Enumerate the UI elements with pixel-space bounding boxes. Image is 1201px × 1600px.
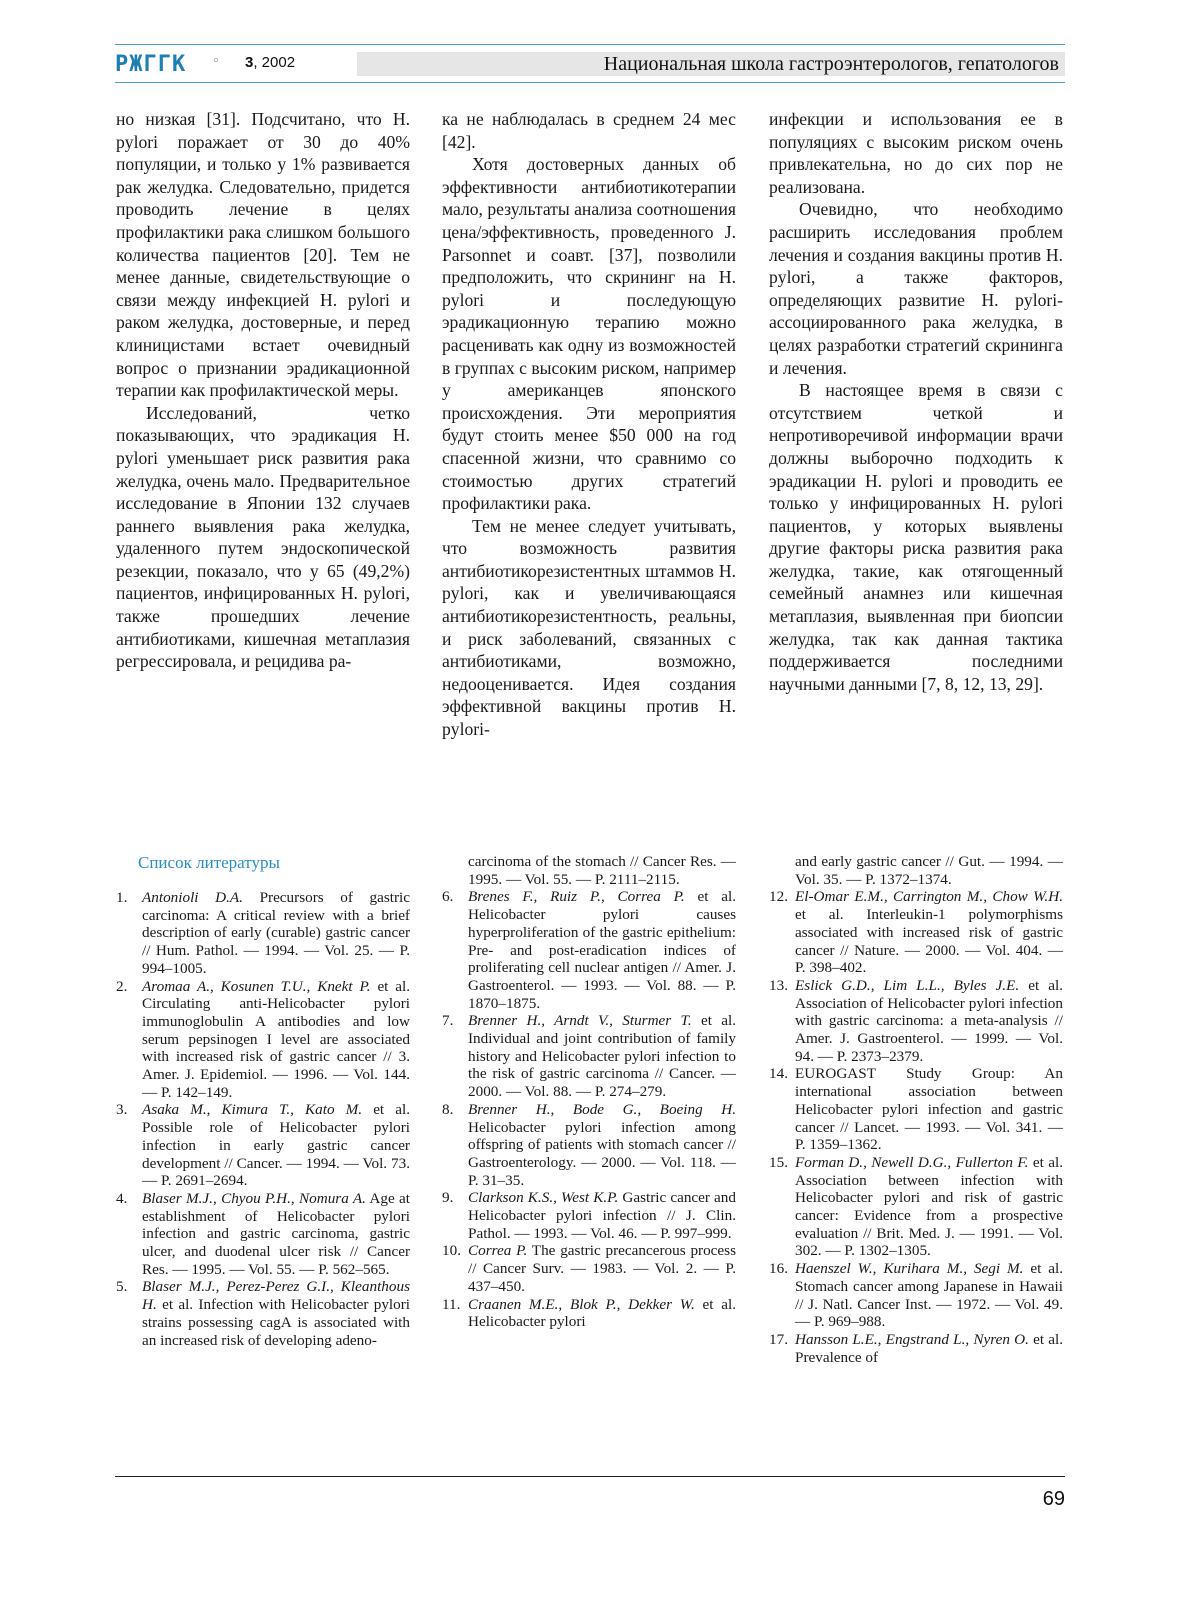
paragraph: Исследований, четко показывающих, что эрадикация H. pylori уменьшает риск развития рака желудка, очень мало. Предварительное исследование в Японии 132 случаев раннего выявления рака желудка, удаленного путем эндоскопической резекции, показало, что у 65 (49,2%) пациентов, инфицированных H. pylori, также прошедших лечение антибиотиками, кишечная метаплазия регрессировала, и рецидива ра- bbox=[116, 402, 410, 672]
reference-text: et al. Interleukin-1 polymorphisms associated with increased risk of gastric cancer // Nature. — 2000. — Vol. 404. — P. 398–402. bbox=[795, 906, 1063, 977]
reference-text: et al. Stomach cancer among Japanese in Hawaii // J. Natl. Cancer Inst. — 1972. — Vol. 49. — P. 969–988. bbox=[795, 1260, 1064, 1331]
reference-authors: Eslick G.D., Lim L.L., Byles J.E. bbox=[795, 976, 1020, 994]
bullet-icon: ◦ bbox=[212, 54, 220, 69]
reference-item: 4. Blaser M.J., Chyou P.H., Nomura A. Age at establishment of Helicobacter pylori infection and gastric carcinoma, gastric ulcer, and duodenal ulcer risk // Cancer Res. — 1995. — Vol. 55. — P. 562–565. bbox=[116, 1189, 410, 1278]
reference-text: et al. Possible role of Helicobacter pylori infection in early gastric cancer development // Cancer. — 1994. — Vol. 73. — P. 2691–2694. bbox=[142, 1101, 410, 1190]
references-column-2 bbox=[442, 853, 736, 1331]
reference-authors: Forman D., Newell D.G., Fullerton F. bbox=[795, 1153, 1029, 1171]
reference-text: The gastric precancerous process // Cancer Surv. — 1983. — Vol. 2. — P. 437–450. bbox=[468, 1242, 736, 1295]
reference-authors: Haenszel W., Kurihara M., Segi M. bbox=[795, 1260, 1024, 1278]
reference-item: 9. Clarkson K.S., West K.P. Gastric cancer and Helicobacter pylori infection // J. Clin. Pathol. — 1993. — Vol. 46. — P. 997–999. bbox=[442, 1189, 736, 1242]
references-column-1 bbox=[116, 889, 410, 1349]
paragraph: но низкая [31]. Подсчитано, что H. pylori поражает от 30 до 40% популяции, и только у 1% развивается рак желудка. Следовательно, придется проводить лечение в целях профилактики рака слишком большого количества пациентов [20]. Тем не менее данные, свидетельствующие о связи между инфекцией H. pylori и раком желудка, достоверные, и перед клиницистами встает очевидный вопрос о признании эрадикационной терапии как профилактической меры. bbox=[116, 109, 410, 401]
body-column-1 bbox=[116, 108, 410, 673]
reference-text: EUROGAST Study Group: An international association between Helicobacter pylori infection and gastric cancer // Lancet. — 1993. — Vol. 341. — P. 1359–1362. bbox=[795, 1065, 1063, 1154]
reference-text: Gastric cancer and Helicobacter pylori infection // J. Clin. Pathol. — 1993. — Vol. 46. — P. 997–999. bbox=[468, 1189, 736, 1242]
running-header bbox=[115, 44, 1065, 84]
body-column-2 bbox=[442, 108, 736, 741]
reference-item: 16. Haenszel W., Kurihara M., Segi M. et al. Stomach cancer among Japanese in Hawaii // J. Natl. Cancer Inst. — 1972. — Vol. 49. — P. 969–988. bbox=[769, 1260, 1064, 1331]
reference-authors: Brenner H., Bode G., Boeing H. bbox=[468, 1100, 736, 1118]
paragraph: В настоящее время в связи с отсутствием четкой и непротиворечивой информации врачи должны выборочно подходить к эрадикации H. pylori и проводить ее только у инфицированных H. pylori пациентов, у которых выявлены другие факторы риска развития рака желудка, такие, как отягощенный семейный анамнез или кишечная метаплазия, выявленная при биопсии желудка, так как данная тактика поддерживается последними научными данными [7, 8, 12, 13, 29]. bbox=[769, 380, 1063, 694]
reference-authors: Asaka M., Kimura T., Kato M. bbox=[142, 1101, 363, 1119]
reference-authors: Clarkson K.S., West K.P. bbox=[468, 1189, 619, 1207]
issue-year: , 2002 bbox=[253, 54, 296, 71]
paragraph: Тем не менее следует учитывать, что возможность развития антибиотикорезистентных штаммов H. pylori, как и увеличивающаяся антибиотикорезистентность, реальны, и риск заболеваний, связанных с антибиотиками, возможно, недооценивается. Идея создания эффективной вакцины против H. pylori- bbox=[442, 515, 736, 740]
reference-text: et al. Helicobacter pylori bbox=[468, 1295, 736, 1331]
reference-authors: Brenner H., Arndt V., Sturmer T. bbox=[468, 1012, 692, 1030]
reference-authors: Antonioli D.A. bbox=[142, 889, 243, 906]
reference-item: 7. Brenner H., Arndt V., Sturmer T. et al. Individual and joint contribution of family history and Helicobacter pylori infection to the risk of gastric carcinoma // Cancer. — 2000. — Vol. 88. — P. 274–279. bbox=[442, 1012, 736, 1101]
footer-rule bbox=[115, 1476, 1065, 1477]
reference-item: 12. El-Omar E.M., Carrington M., Chow W.H. et al. Interleukin-1 polymorphisms associated with increased risk of gastric cancer // Nature. — 2000. — Vol. 404. — P. 398–402. bbox=[769, 888, 1063, 977]
body-column-3 bbox=[769, 108, 1063, 695]
page-number: 69 bbox=[1042, 1488, 1065, 1510]
reference-continuation bbox=[442, 853, 736, 888]
reference-item: 8. Brenner H., Bode G., Boeing H. Helicobacter pylori infection among offspring of patients with stomach cancer // Gastroenterology. — 2000. — Vol. 118. — P. 31–35. bbox=[442, 1100, 736, 1189]
reference-authors: Blaser M.J., Perez-Perez G.I., Kleanthous H. bbox=[142, 1278, 410, 1314]
reference-authors: Craanen M.E., Blok P., Dekker W. bbox=[468, 1295, 695, 1313]
section-title: Национальная школа гастроэнтерологов, гепатологов bbox=[603, 53, 1059, 75]
reference-text: Precursors of gastric carcinoma: A critical review with a brief description of early (curable) gastric cancer // Hum. Pathol. — 1994. — Vol. 25. — P. 994–1005. bbox=[142, 889, 410, 977]
reference-authors: Brenes F., Ruiz P., Correa P. bbox=[468, 888, 685, 906]
reference-text: Helicobacter pylori infection among offspring of patients with stomach cancer // Gastroenterology. — 2000. — Vol. 118. — P. 31–35. bbox=[468, 1118, 736, 1189]
issue-info bbox=[245, 54, 295, 71]
header-top-rule bbox=[115, 44, 1065, 45]
reference-item: 1. Antonioli D.A. Precursors of gastric carcinoma: A critical review with a brief description of early (curable) gastric cancer // Hum. Pathol. — 1994. — Vol. 25. — P. 994–1005. bbox=[116, 889, 410, 977]
reference-item: 3. Asaka M., Kimura T., Kato M. et al. Possible role of Helicobacter pylori infection in early gastric cancer development // Cancer. — 1994. — Vol. 73. — P. 2691–2694. bbox=[116, 1101, 410, 1190]
reference-authors: Correa P. bbox=[468, 1242, 528, 1260]
reference-authors: Hansson L.E., Engstrand L., Nyren O. bbox=[795, 1330, 1029, 1348]
reference-item: 5. Blaser M.J., Perez-Perez G.I., Kleanthous H. et al. Infection with Helicobacter pylori strains possessing cagA is associated with an increased risk of developing adeno- bbox=[116, 1278, 410, 1349]
reference-text: et al. Individual and joint contribution of family history and Helicobacter pylori infection to the risk of gastric carcinoma // Cancer. — 2000. — Vol. 88. — P. 274–279. bbox=[468, 1012, 736, 1101]
header-bottom-rule bbox=[115, 82, 1065, 83]
reference-item: 14. EUROGAST Study Group: An international association between Helicobacter pylori infection and gastric cancer // Lancet. — 1993. — Vol. 341. — P. 1359–1362. bbox=[769, 1065, 1063, 1154]
reference-continuation bbox=[769, 853, 1063, 888]
reference-text: et al. Circulating anti-Helicobacter pylori immunoglobulin A antibodies and low serum pepsinogen I level are associated with increased risk of gastric cancer // 3. Amer. J. Epidemiol. — 1996. — Vol. 144. — P. 142–149. bbox=[142, 977, 411, 1101]
paragraph: Очевидно, что необходимо расширить исследования проблем лечения и создания вакцины против H. pylori, а также факторов, определяющих развитие H. pylori-ассоциированного рака желудка, в целях разработки стратегий скрининга и лечения. bbox=[769, 199, 1063, 378]
issue-number: 3 bbox=[245, 54, 254, 71]
reference-authors: El-Omar E.M., Carrington M., Chow W.H. bbox=[795, 888, 1063, 906]
reference-authors: Blaser M.J., Chyou P.H., Nomura A. bbox=[142, 1189, 366, 1207]
reference-text: et al. Prevalence of bbox=[795, 1330, 1064, 1366]
reference-item: 17. Hansson L.E., Engstrand L., Nyren O. et al. Prevalence of bbox=[769, 1330, 1064, 1366]
references-heading: Список литературы bbox=[138, 853, 280, 872]
reference-text: et al. Infection with Helicobacter pylori strains possessing cagA is associated with an increased risk of developing adeno- bbox=[142, 1296, 410, 1349]
paragraph: инфекции и использования ее в популяциях с высоким риском очень привлекательна, но до сих пор не реализована. bbox=[769, 109, 1063, 197]
reference-item: 6. Brenes F., Ruiz P., Correa P. et al. Helicobacter pylori causes hyperproliferation of the gastric epithelium: Pre- and post-eradication indices of proliferating cell nuclear antigen // Amer. J. Gastroenterol. — 1993. — Vol. 88. — P. 1870–1875. bbox=[442, 888, 736, 1012]
paragraph: Хотя достоверных данных об эффективности антибиотикотерапии мало, результаты анализа соотношения цена/эффективность, проведенного J. Parsonnet и соавт. [37], позволили предположить, что скрининг на H. pylori и последующую эрадикационную терапию можно расценивать как одну из возможностей в группах с высоким риском, например у американцев японского происхождения. Эти мероприятия будут стоить менее $50 000 на год спасенной жизни, что сравнимо со стоимостью других стратегий профилактики рака. bbox=[442, 154, 736, 514]
section-title-band bbox=[357, 52, 1065, 76]
reference-text: et al. Association of Helicobacter pylori infection with gastric carcinoma: a meta-analysis // Amer. J. Gastroenterol. — 1999. — Vol. 94. — P. 2373–2379. bbox=[795, 976, 1063, 1065]
reference-item: 10. Correa P. The gastric precancerous process // Cancer Surv. — 1983. — Vol. 2. — P. 437–450. bbox=[442, 1242, 736, 1295]
reference-text: Age at establishment of Helicobacter pylori infection and gastric carcinoma, gastric ulcer, and duodenal ulcer risk // Cancer Res. — 1995. — Vol. 55. — P. 562–565. bbox=[142, 1189, 410, 1278]
journal-logo: РЖГГК bbox=[115, 52, 187, 77]
reference-item: 13. Eslick G.D., Lim L.L., Byles J.E. et al. Association of Helicobacter pylori infection with gastric carcinoma: a meta-analysis // Amer. J. Gastroenterol. — 1999. — Vol. 94. — P. 2373–2379. bbox=[769, 976, 1063, 1065]
reference-text: and early gastric cancer // Gut. — 1994. — Vol. 35. — P. 1372–1374. bbox=[795, 853, 1063, 888]
reference-text: et al. Association between infection with Helicobacter pylori and risk of gastric cancer: Evidence from a prospective evaluation // Brit. Med. J. — 1991. — Vol. 302. — P. 1302–1305. bbox=[795, 1153, 1063, 1260]
reference-item: 15. Forman D., Newell D.G., Fullerton F. et al. Association between infection with Helicobacter pylori and risk of gastric cancer: Evidence from a prospective evaluation // Brit. Med. J. — 1991. — Vol. 302. — P. 1302–1305. bbox=[769, 1153, 1063, 1260]
reference-item: 2. Aromaa A., Kosunen T.U., Knekt P. et al. Circulating anti-Helicobacter pylori immunoglobulin A antibodies and low serum pepsinogen I level are associated with increased risk of gastric cancer // 3. Amer. J. Epidemiol. — 1996. — Vol. 144. — P. 142–149. bbox=[116, 977, 411, 1101]
reference-authors: Aromaa A., Kosunen T.U., Knekt P. bbox=[142, 977, 371, 995]
paragraph: ка не наблюдалась в среднем 24 мес [42]. bbox=[442, 109, 736, 152]
reference-item: 11. Craanen M.E., Blok P., Dekker W. et al. Helicobacter pylori bbox=[442, 1295, 736, 1331]
reference-text: carcinoma of the stomach // Cancer Res. — 1995. — Vol. 55. — P. 2111–2115. bbox=[468, 853, 736, 888]
reference-text: et al. Helicobacter pylori causes hyperproliferation of the gastric epithelium: Pre- and post-eradication indices of proliferating cell nuclear antigen // Amer. J. Gastroenterol. — 1993. — Vol. 88. — P. 1870–1875. bbox=[468, 888, 736, 1012]
references-column-3 bbox=[769, 853, 1063, 1366]
